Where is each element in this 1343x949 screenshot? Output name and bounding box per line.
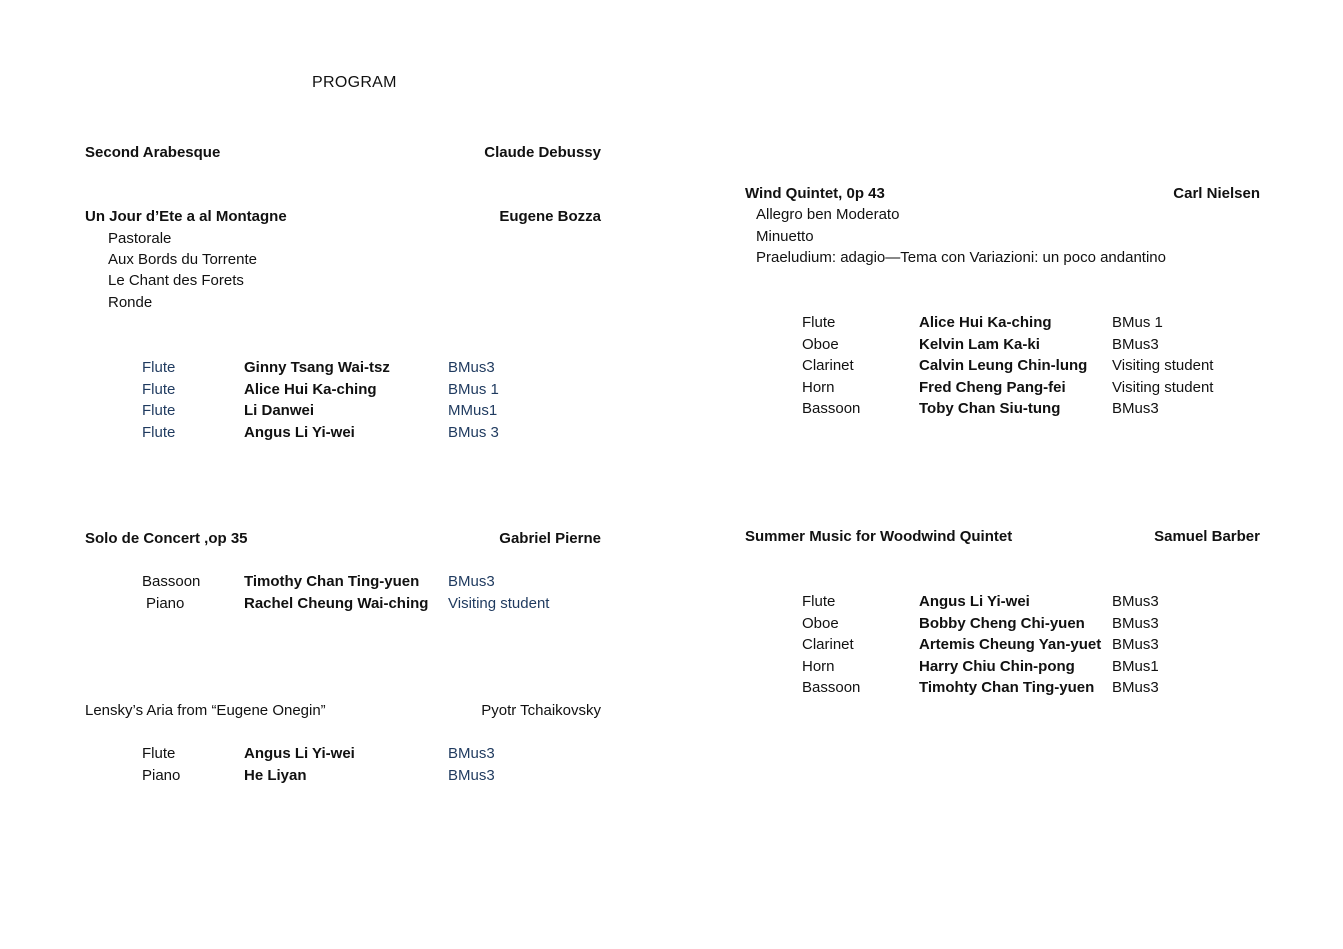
performer-name: Fred Cheng Pang-fei — [919, 378, 1066, 396]
performer-list-tchaikovsky — [142, 743, 562, 786]
movement-item: Le Chant des Forets — [108, 272, 244, 289]
performer-program: BMus 3 — [448, 423, 499, 441]
performer-program: BMus3 — [1112, 679, 1159, 696]
performer-row — [142, 422, 562, 444]
performer-instrument: Clarinet — [802, 636, 854, 653]
performer-instrument: Piano — [142, 766, 181, 784]
performer-row — [142, 593, 582, 615]
performer-instrument: Flute — [142, 359, 176, 376]
movement-item: Pastorale — [108, 230, 172, 247]
performer-list-nielsen — [802, 312, 1242, 420]
piece-title-pierne: Solo de Concert ,op 35 — [85, 530, 248, 547]
performer-instrument: Bassoon — [802, 679, 861, 696]
performer-row — [802, 377, 1242, 399]
performer-instrument: Flute — [142, 380, 176, 398]
performer-name: Bobby Cheng Chi-yuen — [919, 614, 1085, 632]
performer-instrument: Bassoon — [802, 400, 861, 417]
performer-program: BMus3 — [448, 573, 495, 590]
page-title: PROGRAM — [312, 74, 397, 91]
performer-row — [802, 312, 1242, 334]
performer-name: Calvin Leung Chin-lung — [919, 357, 1088, 374]
performer-instrument: Flute — [142, 402, 176, 419]
performer-name: Alice Hui Ka-ching — [919, 314, 1052, 331]
performer-instrument: Flute — [802, 314, 836, 331]
performer-program: BMus3 — [448, 766, 495, 784]
performer-program: BMus 1 — [448, 380, 499, 398]
performer-program: BMus3 — [1112, 335, 1159, 353]
performer-row — [802, 613, 1242, 635]
movement-item: Allegro ben Moderato — [756, 206, 900, 223]
performer-instrument: Oboe — [802, 614, 839, 632]
performer-row — [142, 743, 562, 765]
performer-instrument: Horn — [802, 657, 835, 675]
performer-list-bozza — [142, 357, 562, 443]
performer-row — [142, 765, 562, 787]
performer-program: BMus1 — [1112, 657, 1159, 675]
performer-program: MMus1 — [448, 402, 498, 419]
composer-bozza: Eugene Bozza — [499, 208, 601, 225]
performer-name: Angus Li Yi-wei — [244, 745, 355, 762]
performer-row — [802, 634, 1242, 656]
performer-program: BMus3 — [1112, 614, 1159, 632]
performer-name: Toby Chan Siu-tung — [919, 400, 1061, 417]
performer-instrument: Oboe — [802, 335, 839, 353]
performer-list-pierne — [142, 571, 582, 614]
performer-program: BMus3 — [448, 745, 495, 762]
performer-instrument: Horn — [802, 378, 835, 396]
performer-program: BMus 1 — [1112, 314, 1163, 331]
performer-row — [802, 591, 1242, 613]
performer-program: BMus3 — [1112, 636, 1159, 653]
movement-item: Praeludium: adagio—Tema con Variazioni: un poco andantino — [756, 249, 1166, 266]
performer-list-barber — [802, 591, 1242, 699]
performer-row — [142, 400, 562, 422]
composer-nielsen: Carl Nielsen — [1173, 185, 1260, 202]
performer-instrument: Bassoon — [142, 573, 201, 590]
performer-program: Visiting student — [1112, 378, 1214, 396]
performer-row — [802, 334, 1242, 356]
performer-row — [142, 379, 562, 401]
piece-title-nielsen: Wind Quintet, 0p 43 — [745, 185, 885, 202]
performer-name: Harry Chiu Chin-pong — [919, 657, 1075, 675]
performer-row — [802, 677, 1242, 699]
performer-name: Angus Li Yi-wei — [244, 423, 355, 441]
movement-item: Minuetto — [756, 228, 814, 245]
performer-program: BMus3 — [1112, 593, 1159, 610]
performer-program: BMus3 — [1112, 400, 1159, 417]
movement-item: Ronde — [108, 294, 153, 311]
piece-title-tchaikovsky: Lensky’s Aria from “Eugene Onegin” — [85, 702, 326, 719]
performer-instrument: Piano — [146, 594, 185, 612]
composer-barber: Samuel Barber — [1154, 528, 1260, 545]
performer-program: Visiting student — [1112, 357, 1214, 374]
performer-program: BMus3 — [448, 359, 495, 376]
performer-instrument: Flute — [142, 423, 176, 441]
composer-tchaikovsky: Pyotr Tchaikovsky — [481, 702, 601, 719]
performer-name: Rachel Cheung Wai-ching — [244, 594, 429, 612]
performer-row — [802, 355, 1242, 377]
performer-instrument: Flute — [142, 745, 176, 762]
performer-name: Artemis Cheung Yan-yuet — [919, 636, 1102, 653]
performer-name: Alice Hui Ka-ching — [244, 380, 377, 398]
performer-name: He Liyan — [244, 766, 307, 784]
performer-name: Ginny Tsang Wai-tsz — [244, 359, 390, 376]
piece-title-arabesque: Second Arabesque — [85, 144, 221, 161]
performer-instrument: Clarinet — [802, 357, 854, 374]
performer-row — [142, 357, 562, 379]
movement-item: Aux Bords du Torrente — [108, 251, 257, 268]
composer-arabesque: Claude Debussy — [484, 144, 601, 161]
performer-name: Angus Li Yi-wei — [919, 593, 1030, 610]
performer-name: Kelvin Lam Ka-ki — [919, 335, 1040, 353]
performer-name: Timothy Chan Ting-yuen — [244, 573, 420, 590]
performer-row — [802, 398, 1242, 420]
piece-title-bozza: Un Jour d’Ete a al Montagne — [85, 208, 287, 225]
piece-title-barber: Summer Music for Woodwind Quintet — [745, 528, 1013, 545]
performer-name: Li Danwei — [244, 402, 315, 419]
performer-program: Visiting student — [448, 594, 550, 612]
composer-pierne: Gabriel Pierne — [499, 530, 601, 547]
performer-row — [142, 571, 582, 593]
performer-instrument: Flute — [802, 593, 836, 610]
performer-name: Timohty Chan Ting-yuen — [919, 679, 1095, 696]
performer-row — [802, 656, 1242, 678]
